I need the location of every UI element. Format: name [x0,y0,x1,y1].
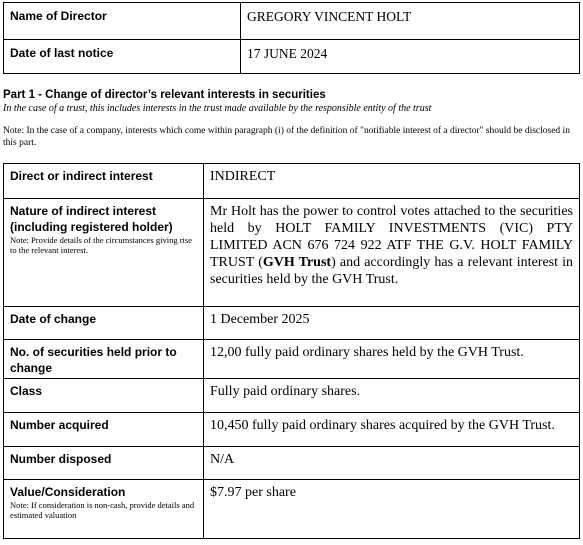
nature-text-post: ) and accordingly has a relevant interest in securities held by the GVH Trust. [210,255,574,287]
disposed-row [4,447,580,480]
last-notice-label: Date of last notice [4,40,241,74]
director-details-table [3,2,580,74]
director-name-row [4,3,580,40]
part1-note: Note: In the case of a company, interests which come within paragraph (i) of the definition of "notifiable interest of a director" should be disclosed in this part. [3,126,570,148]
class-value: Fully paid ordinary shares. [204,379,580,413]
held-prior-row [4,340,580,379]
director-name-value: GREGORY VINCENT HOLT [241,3,580,40]
disposed-label: Number disposed [4,447,204,480]
interest-change-table [3,163,580,539]
part1-subheading: In the case of a trust, this includes interests in the trust made available by the responsible entity of the trust [3,103,432,114]
consideration-row [4,480,580,539]
date-change-value: 1 December 2025 [204,307,580,340]
consideration-label-cell [4,480,204,539]
class-row [4,379,580,413]
held-prior-label: No. of securities held prior to change [4,340,204,379]
held-prior-value: 12,00 fully paid ordinary shares held by the GVH Trust. [204,340,580,379]
gvh-trust-term: GVH Trust [262,255,332,270]
acquired-row [4,413,580,447]
disposed-value: N/A [204,447,580,480]
nature-value [204,199,580,307]
last-notice-row [4,40,580,74]
part1-heading: Part 1 - Change of director’s relevant interests in securities [3,89,326,101]
direct-indirect-label: Direct or indirect interest [4,164,204,199]
nature-label-cell [4,199,204,307]
consideration-note: Note: If consideration is non-cash, provide details and estimated valuation [10,500,195,520]
nature-note: Note: Provide details of the circumstances giving rise to the relevant interest. [10,235,192,255]
nature-row [4,199,580,307]
part1-section [3,88,580,149]
class-label: Class [4,379,204,413]
consideration-label: Value/Consideration [10,485,126,499]
acquired-label: Number acquired [4,413,204,447]
last-notice-value: 17 JUNE 2024 [241,40,580,74]
acquired-value: 10,450 fully paid ordinary shares acquired by the GVH Trust. [204,413,580,447]
date-change-label: Date of change [4,307,204,340]
direct-indirect-value: INDIRECT [204,164,580,199]
nature-label: Nature of indirect interest (including registered holder) [10,204,173,234]
consideration-value: $7.97 per share [204,480,580,539]
nature-text-pre: Mr Holt has the power to control votes attached to the securities held by HOLT FAMILY INVESTMENTS (VIC) PTY LIMITED ACN 676 724 922 ATF THE G.V. HOLT FAMILY TRUST ( [210,204,573,270]
date-change-row [4,307,580,340]
director-name-label: Name of Director [4,3,241,40]
direct-indirect-row [4,164,580,199]
